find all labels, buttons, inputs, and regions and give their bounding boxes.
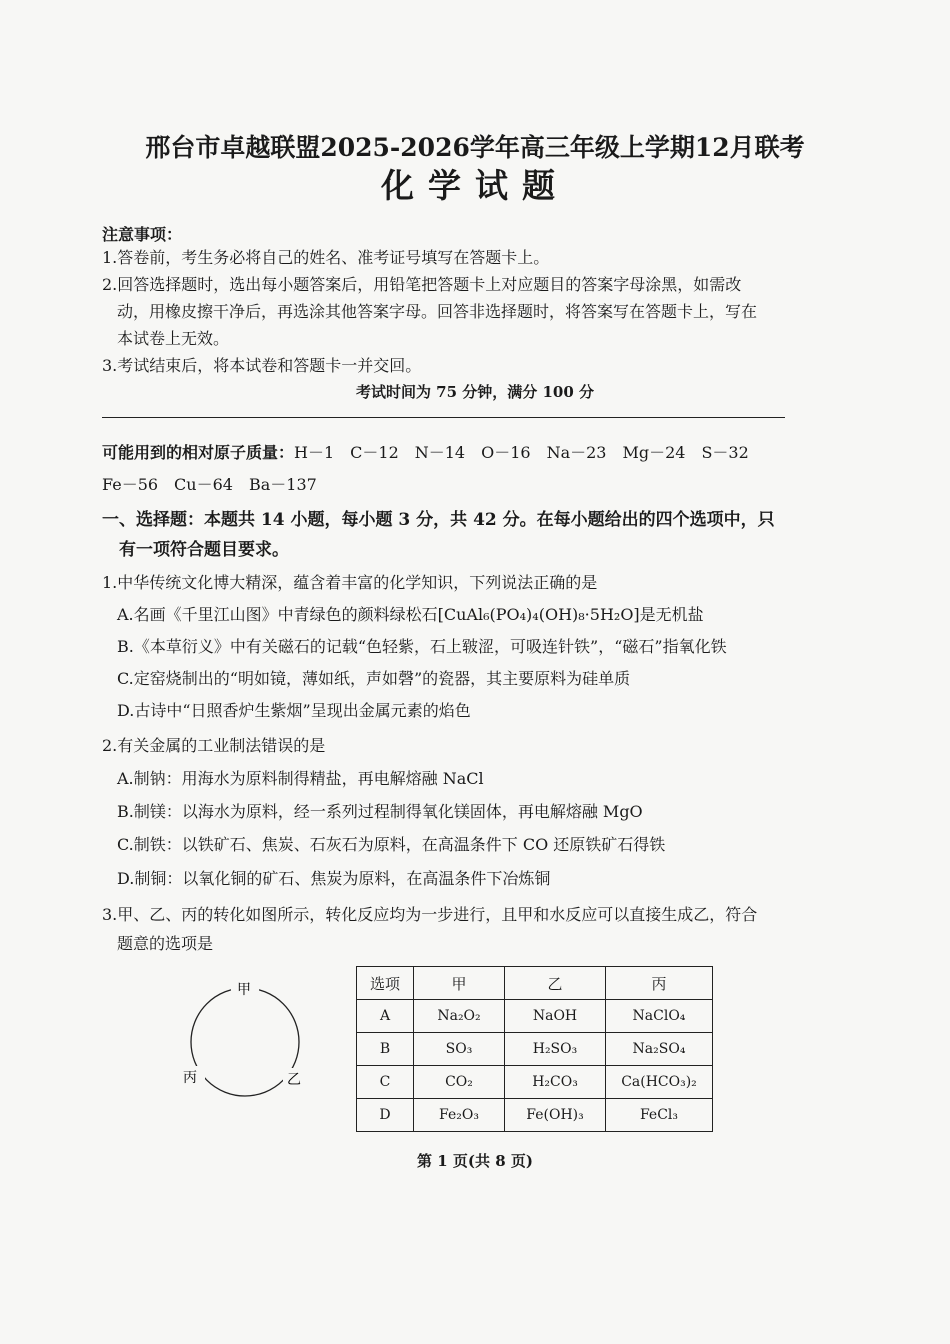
notice-item: 本试卷上无效。 [117,329,230,348]
conversion-cycle-diagram [175,978,325,1098]
table-cell: NaClO₄ [606,1000,713,1033]
table-cell: CO₂ [414,1066,505,1099]
atomic-mass-values: H－1 C－12 N－14 O－16 Na－23 Mg－24 S－32 [294,443,749,462]
atomic-mass-label: 可能用到的相对原子质量： [102,443,295,462]
table-header: 丙 [606,967,713,1000]
table-header: 选项 [357,967,414,1000]
cycle-circle [191,988,299,1096]
question-1-option-d: D.古诗中“日照香炉生紫烟”呈现出金属元素的焰色 [117,701,471,720]
table-cell: NaOH [505,1000,606,1033]
diagram-label-jia: 甲 [237,982,251,998]
divider [102,417,785,418]
table-cell: Na₂SO₄ [606,1033,713,1066]
table-cell: SO₃ [414,1033,505,1066]
section-heading [102,505,792,565]
table-header-row [357,967,713,1000]
question-2-stem: 2.有关金属的工业制法错误的是 [102,736,326,755]
table-row [357,1000,713,1033]
table-cell: Fe(OH)₃ [505,1099,606,1132]
diagram-label-yi: 乙 [287,1072,301,1088]
table-cell: Ca(HCO₃)₂ [606,1066,713,1099]
diagram-label-bing: 丙 [183,1070,197,1086]
atomic-mass-line [102,440,749,463]
table-cell: Na₂O₂ [414,1000,505,1033]
table-cell: D [357,1099,414,1132]
table-cell: FeCl₃ [606,1099,713,1132]
options-table [356,966,713,1132]
notice-heading: 注意事项： [102,225,183,244]
notice-item: 3.考试结束后，将本试卷和答题卡一并交回。 [102,356,422,375]
question-2-option-b: B.制镁：以海水为原料，经一系列过程制得氧化镁固体，再电解熔融 MgO [117,802,643,821]
question-1-option-a: A.名画《千里江山图》中青绿色的颜料绿松石[CuAl₆(PO₄)₄(OH)₈·5H₂O]是无机盐 [117,605,704,624]
page-number: 第 1 页(共 8 页) [417,1152,533,1170]
table-header: 乙 [505,967,606,1000]
notice-item: 2.回答选择题时，选出每小题答案后，用铅笔把答题卡上对应题目的答案字母涂黑，如需改 [102,275,742,294]
question-2-option-c: C.制铁：以铁矿石、焦炭、石灰石为原料，在高温条件下 CO 还原铁矿石得铁 [117,835,666,854]
table-row [357,1066,713,1099]
table-cell: Fe₂O₃ [414,1099,505,1132]
question-1-stem: 1.中华传统文化博大精深，蕴含着丰富的化学知识，下列说法正确的是 [102,573,598,592]
question-1-option-c: C.定窑烧制出的“明如镜，薄如纸，声如磬”的瓷器，其主要原料为硅单质 [117,669,631,688]
notice-item: 动，用橡皮擦干净后，再选涂其他答案字母。回答非选择题时，将答案写在答题卡上，写在 [117,302,758,321]
question-2-option-d: D.制铜：以氧化铜的矿石、焦炭为原料，在高温条件下冶炼铜 [117,869,551,888]
table-row [357,1033,713,1066]
atomic-mass-values-2: Fe－56 Cu－64 Ba－137 [102,475,317,494]
question-1-option-b: B.《本草衍义》中有关磁石的记载“色轻紫，石上皲涩，可吸连针铁”，“磁石”指氧化铁 [117,637,727,656]
table-cell: A [357,1000,414,1033]
question-2-option-a: A.制钠：用海水为原料制得精盐，再电解熔融 NaCl [117,769,484,788]
table-cell: C [357,1066,414,1099]
section-heading-line: 有一项符合题目要求。 [119,540,289,560]
table-cell: H₂CO₃ [505,1066,606,1099]
table-row [357,1099,713,1132]
table-cell: H₂SO₃ [505,1033,606,1066]
exam-title: 邢台市卓越联盟2025-2026学年高三年级上学期12月联考 [145,133,805,162]
question-3-stem: 3.甲、乙、丙的转化如图所示，转化反应均为一步进行，且甲和水反应可以直接生成乙，符合 [102,905,758,924]
table-cell: B [357,1033,414,1066]
section-heading-line: 一、选择题：本题共 14 小题，每小题 3 分，共 42 分。在每小题给出的四个选项中，只 [102,510,775,530]
question-3-stem-cont: 题意的选项是 [117,934,214,953]
table-header: 甲 [414,967,505,1000]
subject-title: 化学试题 [381,166,569,205]
exam-time: 考试时间为 75 分钟，满分 100 分 [355,383,595,401]
notice-item: 1.答卷前，考生务必将自己的姓名、准考证号填写在答题卡上。 [102,248,550,267]
